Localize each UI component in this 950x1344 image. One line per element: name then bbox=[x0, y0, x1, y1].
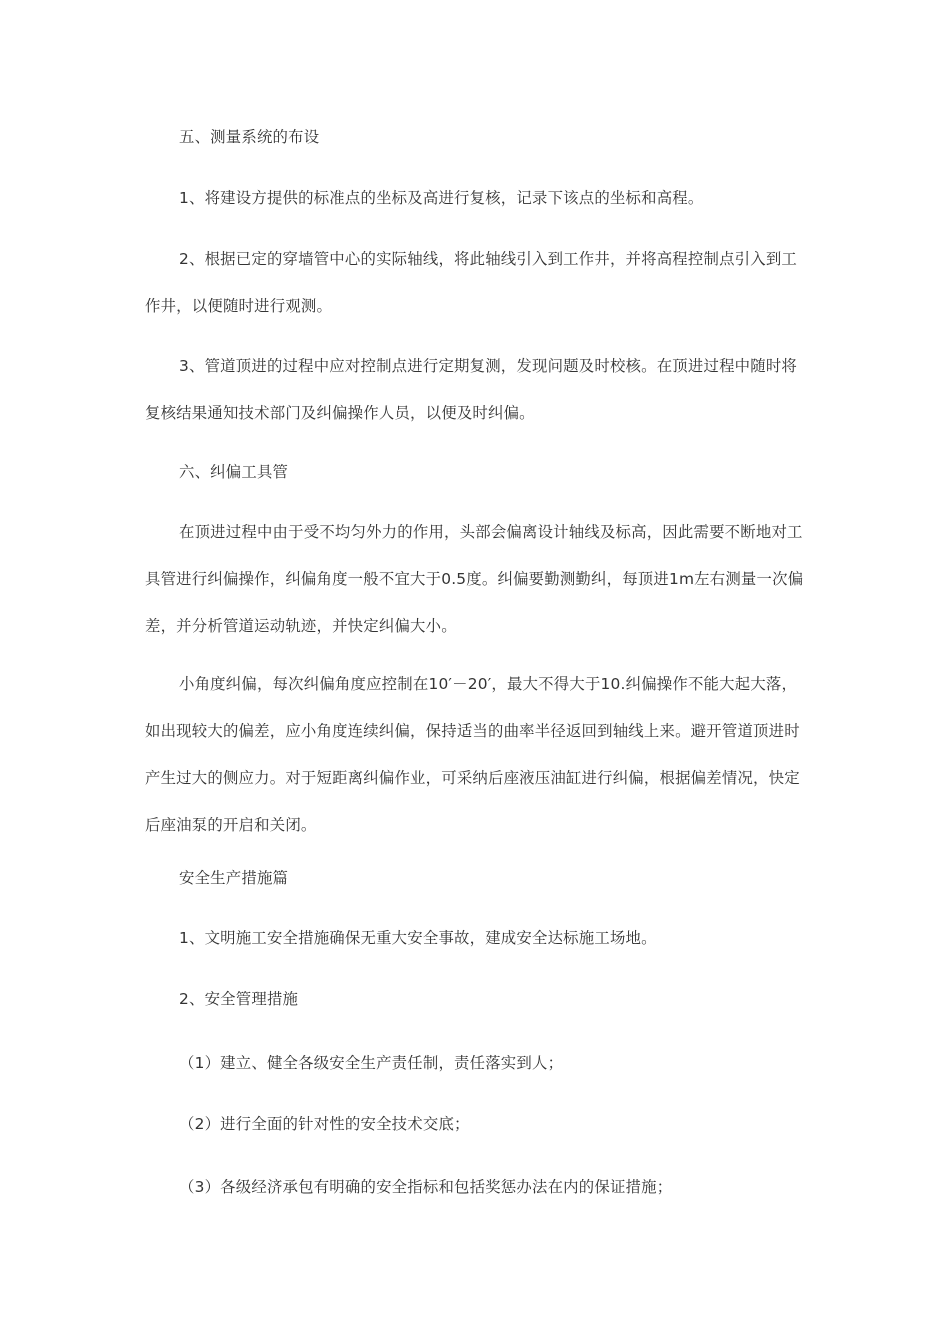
paragraph-periodic-check: 3、管道顶进的过程中应对控制点进行定期复测，发现问题及时校核。在顶进过程中随时将复核结果通知技术部门及纠偏操作人员，以便及时纠偏。 bbox=[145, 357, 798, 422]
list-item-technical-briefing: （2）进行全面的针对性的安全技术交底； bbox=[179, 1115, 470, 1133]
section-heading-correction-tool: 六、纠偏工具管 bbox=[179, 463, 289, 481]
list-item-responsibility-system: （1）建立、健全各级安全生产责任制，责任落实到人； bbox=[179, 1054, 564, 1072]
section-heading-measurement-system: 五、测量系统的布设 bbox=[179, 128, 320, 146]
paragraph-axis-transfer: 2、根据已定的穿墙管中心的实际轴线，将此轴线引入到工作井，并将高程控制点引入到工作井，以便随时进行观测。 bbox=[145, 250, 798, 315]
paragraph-review-benchmark: 1、将建设方提供的标准点的坐标及高进行复核，记录下该点的坐标和高程。 bbox=[179, 189, 704, 207]
paragraph-correction-angle: 在顶进过程中由于受不均匀外力的作用，头部会偏离设计轴线及标高，因此需要不断地对工具管进行纠偏操作，纠偏角度一般不宜大于0.5度。纠偏要勤测勤纠，每顶进1m左右测量一次偏差，并分析管道运动轨迹，并快定纠偏大小。 bbox=[145, 523, 804, 635]
list-item-economic-contract: （3）各级经济承包有明确的安全指标和包括奖惩办法在内的保证措施； bbox=[179, 1178, 673, 1196]
paragraph-civilized-construction: 1、文明施工安全措施确保无重大安全事故，建成安全达标施工场地。 bbox=[179, 929, 657, 947]
paragraph-safety-management: 2、安全管理措施 bbox=[179, 990, 299, 1008]
section-heading-safety: 安全生产措施篇 bbox=[179, 869, 289, 887]
paragraph-small-angle-correction: 小角度纠偏，每次纠偏角度应控制在10′－20′，最大不得大于10.纠偏操作不能大起大落，如出现较大的偏差，应小角度连续纠偏，保持适当的曲率半径返回到轴线上来。避开管道顶进时产生过大的侧应力。对于短距离纠偏作业，可采纳后座液压油缸进行纠偏，根据偏差情况，快定后座油泵的开启和关闭。 bbox=[145, 675, 800, 834]
